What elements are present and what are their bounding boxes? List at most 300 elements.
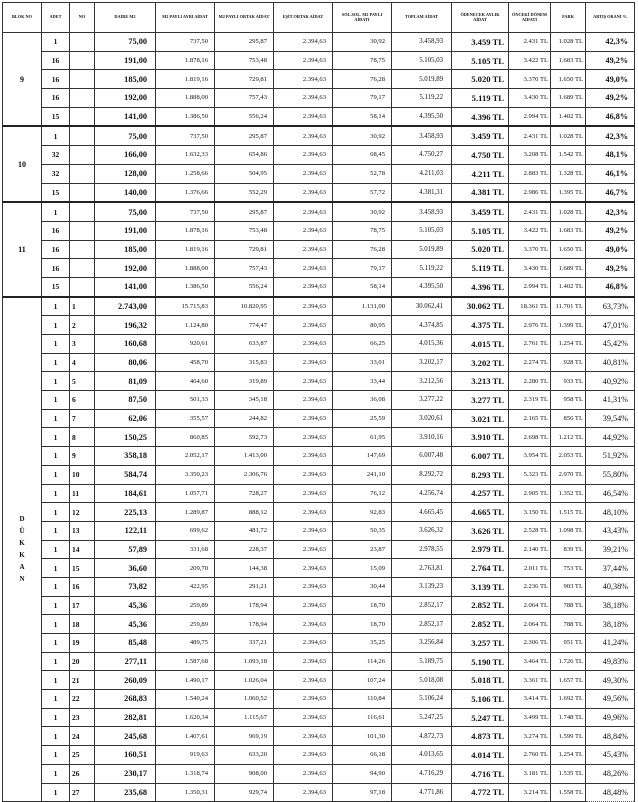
cell-odenecek: 5.119 TL	[452, 89, 509, 108]
cell-odenecek: 8.293 TL	[452, 465, 509, 484]
cell-payli-ortak: 319,89	[215, 372, 274, 391]
cell-daire: 36,60	[95, 559, 156, 578]
cell-payli-ortak: 774,47	[215, 316, 274, 335]
cell-fark: 1.515 TL	[551, 503, 586, 522]
cell-payli-ortak: 295,87	[215, 33, 274, 52]
cell-payli-ortak: 10.820,95	[215, 297, 274, 316]
cell-sol: 147,69	[333, 447, 392, 466]
cell-toplam: 3.202,17	[392, 353, 452, 372]
cell-odenecek: 4.211 TL	[452, 164, 509, 183]
cell-payli: 1.057,71	[156, 484, 215, 503]
cell-oran: 49,2%	[586, 259, 635, 278]
cell-onceki: 3.430 TL	[509, 89, 551, 108]
cell-daire: 87,50	[95, 391, 156, 410]
cell-toplam: 2.978,55	[392, 540, 452, 559]
cell-odenecek: 3.459 TL	[452, 126, 509, 145]
cell-onceki: 3.414 TL	[509, 690, 551, 709]
table-row	[3, 202, 635, 221]
cell-adet: 1	[42, 559, 70, 578]
cell-onceki: 2.698 TL	[509, 428, 551, 447]
cell-sol: 30,92	[333, 126, 392, 145]
cell-sol: 66,25	[333, 335, 392, 354]
cell-odenecek: 5.020 TL	[452, 240, 509, 259]
cell-fark: 1.650 TL	[551, 240, 586, 259]
cell-esit: 2.394,63	[274, 671, 333, 690]
cell-daire: 260,09	[95, 671, 156, 690]
table-row	[3, 146, 635, 165]
cell-toplam: 4.872,73	[392, 727, 452, 746]
cell-esit: 2.394,63	[274, 146, 333, 165]
cell-no: 26	[70, 764, 95, 783]
cell-fark: 1.683 TL	[551, 221, 586, 240]
cell-payli: 1.407,61	[156, 727, 215, 746]
table-row	[3, 690, 635, 709]
cell-adet: 1	[42, 372, 70, 391]
cell-esit: 2.394,63	[274, 70, 333, 89]
cell-adet: 1	[42, 409, 70, 428]
cell-payli-ortak: 757,43	[215, 89, 274, 108]
table-row	[3, 783, 635, 802]
cell-daire: 277,11	[95, 652, 156, 671]
cell-odenecek: 3.139 TL	[452, 577, 509, 596]
cell-daire: 282,81	[95, 708, 156, 727]
header-sol: SOL.SOL. M2 PAYLI AİDATI	[333, 3, 392, 33]
cell-daire: 160,51	[95, 746, 156, 765]
cell-fark: 1.689 TL	[551, 259, 586, 278]
cell-payli: 1.386,50	[156, 107, 215, 126]
cell-oran: 46,7%	[586, 183, 635, 202]
table-row	[3, 615, 635, 634]
cell-esit: 2.394,63	[274, 559, 333, 578]
cell-esit: 2.394,63	[274, 126, 333, 145]
cell-no: 19	[70, 634, 95, 653]
cell-payli: 1.878,16	[156, 51, 215, 70]
cell-payli: 1.587,68	[156, 652, 215, 671]
cell-esit: 2.394,63	[274, 615, 333, 634]
cell-oran: 39,54%	[586, 409, 635, 428]
cell-adet: 1	[42, 126, 70, 145]
cell-no	[70, 164, 95, 183]
table-row	[3, 559, 635, 578]
cell-oran: 46,54%	[586, 484, 635, 503]
cell-fark: 1.399 TL	[551, 316, 586, 335]
cell-sol: 58,14	[333, 107, 392, 126]
cell-odenecek: 2.979 TL	[452, 540, 509, 559]
cell-odenecek: 3.277 TL	[452, 391, 509, 410]
cell-payli: 15.715,83	[156, 297, 215, 316]
cell-onceki: 3.422 TL	[509, 51, 551, 70]
cell-adet: 1	[42, 353, 70, 372]
cell-oran: 46,8%	[586, 277, 635, 296]
cell-onceki: 2.431 TL	[509, 126, 551, 145]
cell-no: 6	[70, 391, 95, 410]
cell-odenecek: 3.459 TL	[452, 33, 509, 52]
cell-daire: 81,09	[95, 372, 156, 391]
cell-odenecek: 5.247 TL	[452, 708, 509, 727]
cell-adet: 15	[42, 107, 70, 126]
cell-payli: 355,57	[156, 409, 215, 428]
header-daire: DAİRE M2	[95, 3, 156, 33]
cell-oran: 40,92%	[586, 372, 635, 391]
cell-esit: 2.394,63	[274, 596, 333, 615]
table-row	[3, 240, 635, 259]
cell-daire: 75,00	[95, 202, 156, 221]
header-payli-ortak: M2 PAYLI ORTAK AİDAT	[215, 3, 274, 33]
cell-adet: 1	[42, 783, 70, 802]
cell-payli: 1.540,24	[156, 690, 215, 709]
cell-daire: 122,11	[95, 521, 156, 540]
cell-onceki: 2.760 TL	[509, 746, 551, 765]
cell-odenecek: 4.772 TL	[452, 783, 509, 802]
table-row	[3, 540, 635, 559]
cell-oran: 47,01%	[586, 316, 635, 335]
cell-fark: 951 TL	[551, 634, 586, 653]
cell-esit: 2.394,63	[274, 277, 333, 296]
cell-onceki: 2.319 TL	[509, 391, 551, 410]
cell-no	[70, 51, 95, 70]
cell-daire: 225,13	[95, 503, 156, 522]
cell-esit: 2.394,63	[274, 447, 333, 466]
table-row	[3, 51, 635, 70]
header-payli: M2 PAYLI AYRI AİDAT	[156, 3, 215, 33]
cell-oran: 40,38%	[586, 577, 635, 596]
cell-payli-ortak: 1.413,00	[215, 447, 274, 466]
cell-adet: 1	[42, 391, 70, 410]
cell-fark: 1.402 TL	[551, 107, 586, 126]
cell-adet: 16	[42, 259, 70, 278]
cell-toplam: 5.105,03	[392, 221, 452, 240]
cell-no	[70, 146, 95, 165]
cell-sol: 79,17	[333, 259, 392, 278]
cell-sol: 79,17	[333, 89, 392, 108]
cell-payli-ortak: 144,38	[215, 559, 274, 578]
cell-payli-ortak: 633,87	[215, 335, 274, 354]
cell-oran: 38,18%	[586, 596, 635, 615]
cell-adet: 16	[42, 89, 70, 108]
header-fark: FARK	[551, 3, 586, 33]
cell-payli-ortak: 728,27	[215, 484, 274, 503]
cell-fark: 903 TL	[551, 577, 586, 596]
cell-toplam: 3.139,23	[392, 577, 452, 596]
cell-toplam: 3.458,93	[392, 126, 452, 145]
table-row	[3, 746, 635, 765]
cell-onceki: 2.064 TL	[509, 596, 551, 615]
cell-oran: 41,24%	[586, 634, 635, 653]
cell-payli-ortak: 556,24	[215, 107, 274, 126]
cell-payli: 1.350,31	[156, 783, 215, 802]
cell-fark: 1.352 TL	[551, 484, 586, 503]
cell-oran: 46,1%	[586, 164, 635, 183]
table-row	[3, 708, 635, 727]
table-row	[3, 428, 635, 447]
cell-fark: 1.657 TL	[551, 671, 586, 690]
cell-sol: 57,72	[333, 183, 392, 202]
cell-payli: 919,63	[156, 746, 215, 765]
cell-adet: 32	[42, 146, 70, 165]
cell-oran: 55,80%	[586, 465, 635, 484]
cell-toplam: 5.106,24	[392, 690, 452, 709]
cell-no: 10	[70, 465, 95, 484]
cell-odenecek: 4.396 TL	[452, 107, 509, 126]
cell-payli-ortak: 592,73	[215, 428, 274, 447]
cell-payli-ortak: 753,48	[215, 51, 274, 70]
table-row	[3, 577, 635, 596]
cell-esit: 2.394,63	[274, 183, 333, 202]
cell-payli-ortak: 753,48	[215, 221, 274, 240]
cell-toplam: 3.458,93	[392, 202, 452, 221]
cell-toplam: 5.119,22	[392, 259, 452, 278]
cell-odenecek: 4.750 TL	[452, 146, 509, 165]
cell-sol: 97,18	[333, 783, 392, 802]
cell-no	[70, 259, 95, 278]
cell-no: 18	[70, 615, 95, 634]
cell-oran: 48,1%	[586, 146, 635, 165]
cell-onceki: 2.883 TL	[509, 164, 551, 183]
table-row	[3, 277, 635, 296]
cell-payli: 920,61	[156, 335, 215, 354]
cell-payli-ortak: 729,81	[215, 70, 274, 89]
cell-esit: 2.394,63	[274, 316, 333, 335]
cell-odenecek: 4.015 TL	[452, 335, 509, 354]
cell-esit: 2.394,63	[274, 297, 333, 316]
cell-onceki: 2.976 TL	[509, 316, 551, 335]
cell-toplam: 4.381,31	[392, 183, 452, 202]
cell-adet: 1	[42, 577, 70, 596]
cell-odenecek: 4.381 TL	[452, 183, 509, 202]
cell-odenecek: 3.202 TL	[452, 353, 509, 372]
cell-toplam: 4.013,65	[392, 746, 452, 765]
cell-payli: 1.258,66	[156, 164, 215, 183]
cell-payli: 489,75	[156, 634, 215, 653]
cell-onceki: 3.208 TL	[509, 146, 551, 165]
cell-payli: 1.376,66	[156, 183, 215, 202]
cell-no	[70, 33, 95, 52]
cell-toplam: 5.019,89	[392, 70, 452, 89]
cell-esit: 2.394,63	[274, 221, 333, 240]
cell-odenecek: 30.062 TL	[452, 297, 509, 316]
table-row	[3, 33, 635, 52]
cell-odenecek: 3.910 TL	[452, 428, 509, 447]
cell-odenecek: 4.396 TL	[452, 277, 509, 296]
cell-oran: 44,92%	[586, 428, 635, 447]
cell-oran: 45,43%	[586, 746, 635, 765]
header-row	[3, 3, 635, 33]
cell-sol: 76,12	[333, 484, 392, 503]
cell-esit: 2.394,63	[274, 409, 333, 428]
cell-oran: 49,56%	[586, 690, 635, 709]
cell-toplam: 5.189,75	[392, 652, 452, 671]
header-onceki: ÖNCEKİ DÖNEM AİDATI	[509, 3, 551, 33]
cell-sol: 35,25	[333, 634, 392, 653]
cell-toplam: 4.374,85	[392, 316, 452, 335]
cell-payli: 699,62	[156, 521, 215, 540]
table-body	[3, 33, 635, 802]
cell-fark: 1.254 TL	[551, 335, 586, 354]
cell-fark: 1.028 TL	[551, 33, 586, 52]
cell-odenecek: 5.105 TL	[452, 51, 509, 70]
cell-payli: 3.350,23	[156, 465, 215, 484]
cell-oran: 46,8%	[586, 107, 635, 126]
cell-toplam: 6.007,48	[392, 447, 452, 466]
cell-payli-ortak: 1.060,52	[215, 690, 274, 709]
cell-toplam: 5.247,25	[392, 708, 452, 727]
cell-fark: 1.395 TL	[551, 183, 586, 202]
cell-payli-ortak: 654,86	[215, 146, 274, 165]
cell-odenecek: 4.375 TL	[452, 316, 509, 335]
cell-odenecek: 5.119 TL	[452, 259, 509, 278]
cell-esit: 2.394,63	[274, 634, 333, 653]
cell-adet: 1	[42, 746, 70, 765]
cell-daire: 45,36	[95, 615, 156, 634]
cell-oran: 49,0%	[586, 240, 635, 259]
cell-no: 13	[70, 521, 95, 540]
table-row	[3, 465, 635, 484]
cell-daire: 80,06	[95, 353, 156, 372]
cell-no: 4	[70, 353, 95, 372]
cell-no: 2	[70, 316, 95, 335]
cell-oran: 49,0%	[586, 70, 635, 89]
cell-esit: 2.394,63	[274, 727, 333, 746]
cell-sol: 30,44	[333, 577, 392, 596]
cell-sol: 78,75	[333, 221, 392, 240]
cell-esit: 2.394,63	[274, 51, 333, 70]
cell-onceki: 2.236 TL	[509, 577, 551, 596]
header-toplam: TOPLAM AİDAT	[392, 3, 452, 33]
cell-toplam: 3.910,16	[392, 428, 452, 447]
cell-sol: 1.131,00	[333, 297, 392, 316]
cell-esit: 2.394,63	[274, 89, 333, 108]
cell-toplam: 3.212,56	[392, 372, 452, 391]
cell-odenecek: 5.190 TL	[452, 652, 509, 671]
cell-onceki: 2.986 TL	[509, 183, 551, 202]
cell-fark: 839 TL	[551, 540, 586, 559]
cell-payli-ortak: 315,83	[215, 353, 274, 372]
cell-daire: 2.743,00	[95, 297, 156, 316]
cell-sol: 25,59	[333, 409, 392, 428]
table-row	[3, 183, 635, 202]
cell-odenecek: 4.716 TL	[452, 764, 509, 783]
cell-payli: 737,50	[156, 33, 215, 52]
cell-sol: 80,95	[333, 316, 392, 335]
cell-esit: 2.394,63	[274, 33, 333, 52]
cell-oran: 42,3%	[586, 126, 635, 145]
cell-onceki: 2.274 TL	[509, 353, 551, 372]
cell-toplam: 30.062,41	[392, 297, 452, 316]
cell-payli-ortak: 178,94	[215, 596, 274, 615]
cell-toplam: 3.458,93	[392, 33, 452, 52]
cell-payli-ortak: 969,19	[215, 727, 274, 746]
table-row	[3, 107, 635, 126]
cell-esit: 2.394,63	[274, 484, 333, 503]
header-esit: EŞİT ORTAK AİDAT	[274, 3, 333, 33]
cell-toplam: 5.105,03	[392, 51, 452, 70]
cell-esit: 2.394,63	[274, 164, 333, 183]
cell-onceki: 2.064 TL	[509, 615, 551, 634]
cell-odenecek: 2.852 TL	[452, 596, 509, 615]
cell-no	[70, 126, 95, 145]
cell-payli-ortak: 633,20	[215, 746, 274, 765]
cell-adet: 16	[42, 240, 70, 259]
cell-payli: 458,70	[156, 353, 215, 372]
cell-no: 23	[70, 708, 95, 727]
cell-daire: 185,00	[95, 70, 156, 89]
cell-esit: 2.394,63	[274, 764, 333, 783]
cell-daire: 184,61	[95, 484, 156, 503]
cell-payli: 737,50	[156, 202, 215, 221]
cell-adet: 1	[42, 540, 70, 559]
cell-toplam: 8.292,72	[392, 465, 452, 484]
cell-toplam: 5.018,08	[392, 671, 452, 690]
cell-no	[70, 240, 95, 259]
cell-onceki: 2.306 TL	[509, 634, 551, 653]
table-row	[3, 503, 635, 522]
cell-onceki: 2.140 TL	[509, 540, 551, 559]
cell-oran: 43,43%	[586, 521, 635, 540]
table-row	[3, 335, 635, 354]
cell-fark: 1.212 TL	[551, 428, 586, 447]
cell-payli: 860,85	[156, 428, 215, 447]
cell-adet: 1	[42, 596, 70, 615]
cell-sol: 116,61	[333, 708, 392, 727]
cell-fark: 11.701 TL	[551, 297, 586, 316]
cell-onceki: 5.323 TL	[509, 465, 551, 484]
cell-payli-ortak: 291,21	[215, 577, 274, 596]
cell-fark: 958 TL	[551, 391, 586, 410]
cell-sol: 66,18	[333, 746, 392, 765]
cell-adet: 1	[42, 428, 70, 447]
table-row	[3, 164, 635, 183]
table-row	[3, 409, 635, 428]
cell-fark: 933 TL	[551, 372, 586, 391]
cell-adet: 1	[42, 202, 70, 221]
header-adet: ADET	[42, 3, 70, 33]
cell-payli: 1.124,80	[156, 316, 215, 335]
cell-sol: 241,10	[333, 465, 392, 484]
cell-fark: 856 TL	[551, 409, 586, 428]
cell-toplam: 5.119,22	[392, 89, 452, 108]
cell-toplam: 3.256,84	[392, 634, 452, 653]
cell-adet: 1	[42, 316, 70, 335]
cell-esit: 2.394,63	[274, 107, 333, 126]
cell-odenecek: 3.021 TL	[452, 409, 509, 428]
table-row	[3, 484, 635, 503]
cell-odenecek: 5.106 TL	[452, 690, 509, 709]
table-row	[3, 447, 635, 466]
cell-no: 11	[70, 484, 95, 503]
cell-sol: 92,83	[333, 503, 392, 522]
cell-no	[70, 70, 95, 89]
cell-onceki: 3.954 TL	[509, 447, 551, 466]
cell-payli: 259,89	[156, 615, 215, 634]
cell-sol: 15,09	[333, 559, 392, 578]
cell-payli: 209,70	[156, 559, 215, 578]
cell-adet: 15	[42, 183, 70, 202]
cell-odenecek: 5.018 TL	[452, 671, 509, 690]
cell-sol: 76,28	[333, 240, 392, 259]
cell-payli: 1.318,74	[156, 764, 215, 783]
cell-odenecek: 4.873 TL	[452, 727, 509, 746]
cell-odenecek: 4.257 TL	[452, 484, 509, 503]
cell-payli-ortak: 481,72	[215, 521, 274, 540]
cell-daire: 85,48	[95, 634, 156, 653]
cell-fark: 1.558 TL	[551, 783, 586, 802]
cell-esit: 2.394,63	[274, 708, 333, 727]
table-row	[3, 727, 635, 746]
cell-sol: 52,78	[333, 164, 392, 183]
cell-payli-ortak: 2.306,76	[215, 465, 274, 484]
cell-odenecek: 5.020 TL	[452, 70, 509, 89]
cell-onceki: 2.431 TL	[509, 33, 551, 52]
